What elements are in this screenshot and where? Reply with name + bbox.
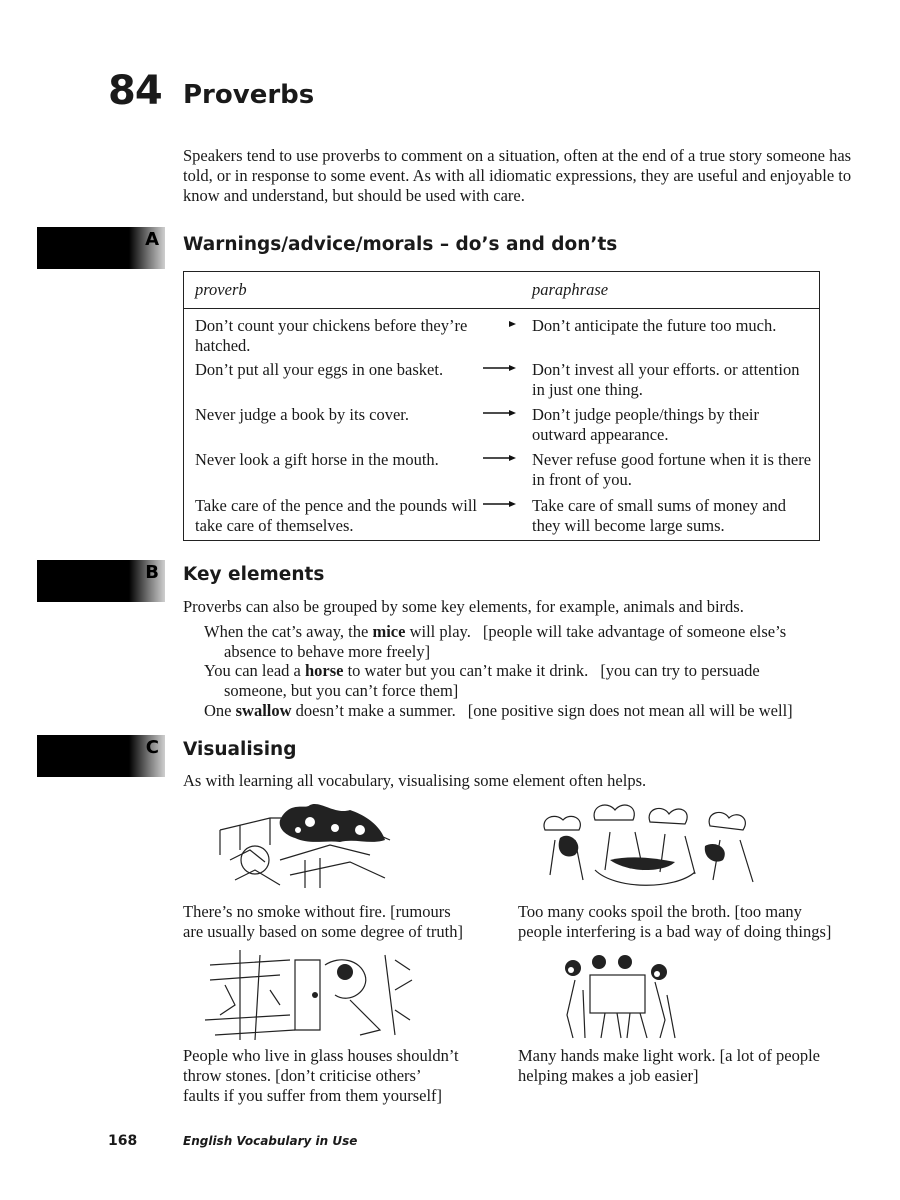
example-key: horse	[304, 661, 344, 680]
smoke-fire-illustration	[210, 800, 400, 890]
caption-line: Too many cooks spoil the broth. [too many	[518, 902, 802, 921]
section-a-title: Warnings/advice/morals – do’s and don’ts	[183, 234, 618, 255]
paraphrase-text: Don’t invest all your efforts. or attention in just one thing.	[532, 360, 800, 399]
proverb-text: Never judge a book by its cover.	[195, 405, 409, 424]
cooks-illustration	[535, 800, 770, 890]
section-a-letter: A	[145, 229, 159, 250]
caption-line: Many hands make light work. [a lot of people	[518, 1046, 820, 1065]
book-title: English Vocabulary in Use	[183, 1134, 358, 1148]
key-elements-intro: Proverbs can also be grouped by some key elements, for example, animals and birds.	[183, 597, 744, 616]
section-b-marker	[37, 560, 165, 602]
glass-house-illustration	[200, 950, 425, 1040]
section-b-letter: B	[145, 562, 159, 583]
example-gloss: [you can try to persuade	[600, 661, 760, 680]
caption-line: people interfering is a bad way of doing things]	[518, 922, 832, 941]
proverb-text: Never look a gift horse in the mouth.	[195, 450, 439, 469]
section-a-marker	[37, 227, 165, 269]
example-post: will play.	[405, 622, 471, 641]
visualising-intro: As with learning all vocabulary, visualising some element often helps.	[183, 771, 647, 790]
example-key: swallow	[235, 701, 292, 720]
caption-line: There’s no smoke without fire. [rumours	[183, 902, 451, 921]
caption-line: are usually based on some degree of truth]	[183, 922, 463, 941]
page-number: 168	[108, 1133, 138, 1149]
paraphrase-text: Take care of small sums of money and they will become large sums.	[532, 496, 787, 535]
proverb-text: Don’t count your chickens before they’re hatched.	[195, 316, 468, 355]
example-pre: One	[204, 701, 236, 720]
paraphrase-text: Don’t judge people/things by their outward appearance.	[532, 405, 759, 444]
many-hands-illustration	[555, 950, 685, 1040]
arrow-right-icon	[481, 318, 517, 330]
header-divider	[184, 308, 819, 309]
header-paraphrase: paraphrase	[532, 280, 609, 299]
example-gloss: [one positive sign does not mean all will be well]	[467, 701, 793, 720]
arrow-right-icon	[481, 362, 517, 374]
caption-many-hands	[518, 1046, 878, 1086]
caption-line: People who live in glass houses shouldn’t	[183, 1046, 459, 1065]
example-gloss-cont: someone, but you can’t force them]	[224, 681, 459, 700]
proverb-text: Take care of the pence and the pounds will take care of themselves.	[195, 496, 477, 535]
section-c-marker	[37, 735, 165, 777]
caption-line: throw stones. [don’t criticise others’	[183, 1066, 422, 1085]
unit-number: 84	[108, 68, 162, 114]
list-item	[204, 661, 854, 701]
caption-cooks	[518, 902, 878, 942]
paraphrase-text: Don’t anticipate the future too much.	[532, 316, 777, 335]
caption-glass-houses	[183, 1046, 513, 1106]
example-post: doesn’t make a summer.	[291, 701, 456, 720]
paraphrase-text: Never refuse good fortune when it is there in front of you.	[532, 450, 812, 489]
section-c-letter: C	[145, 737, 159, 758]
proverb-text: Don’t put all your eggs in one basket.	[195, 360, 444, 379]
example-gloss-cont: absence to behave more freely]	[224, 642, 431, 661]
example-key: mice	[372, 622, 406, 641]
example-pre: You can lead a	[204, 661, 305, 680]
proverbs-table	[183, 271, 820, 541]
unit-intro: Speakers tend to use proverbs to comment on a situation, often at the end of a true story someone has told, or in response to some event. As with all idiomatic expressions, they are useful and enjoyable to know and understand, but should be used with care.	[183, 146, 852, 205]
list-item	[204, 622, 854, 662]
list-item	[204, 701, 854, 721]
arrow-right-icon	[481, 498, 517, 510]
caption-line: faults if you suffer from them yourself]	[183, 1086, 443, 1105]
example-gloss: [people will take advantage of someone else’s	[482, 622, 787, 641]
arrow-right-icon	[481, 452, 517, 464]
header-proverb: proverb	[195, 280, 247, 299]
example-post: to water but you can’t make it drink.	[343, 661, 589, 680]
section-b-title: Key elements	[183, 564, 325, 585]
caption-smoke	[183, 902, 503, 942]
arrow-right-icon	[481, 407, 517, 419]
example-pre: When the cat’s away, the	[204, 622, 373, 641]
section-c-title: Visualising	[183, 739, 297, 760]
unit-title: Proverbs	[183, 80, 315, 110]
caption-line: helping makes a job easier]	[518, 1066, 699, 1085]
